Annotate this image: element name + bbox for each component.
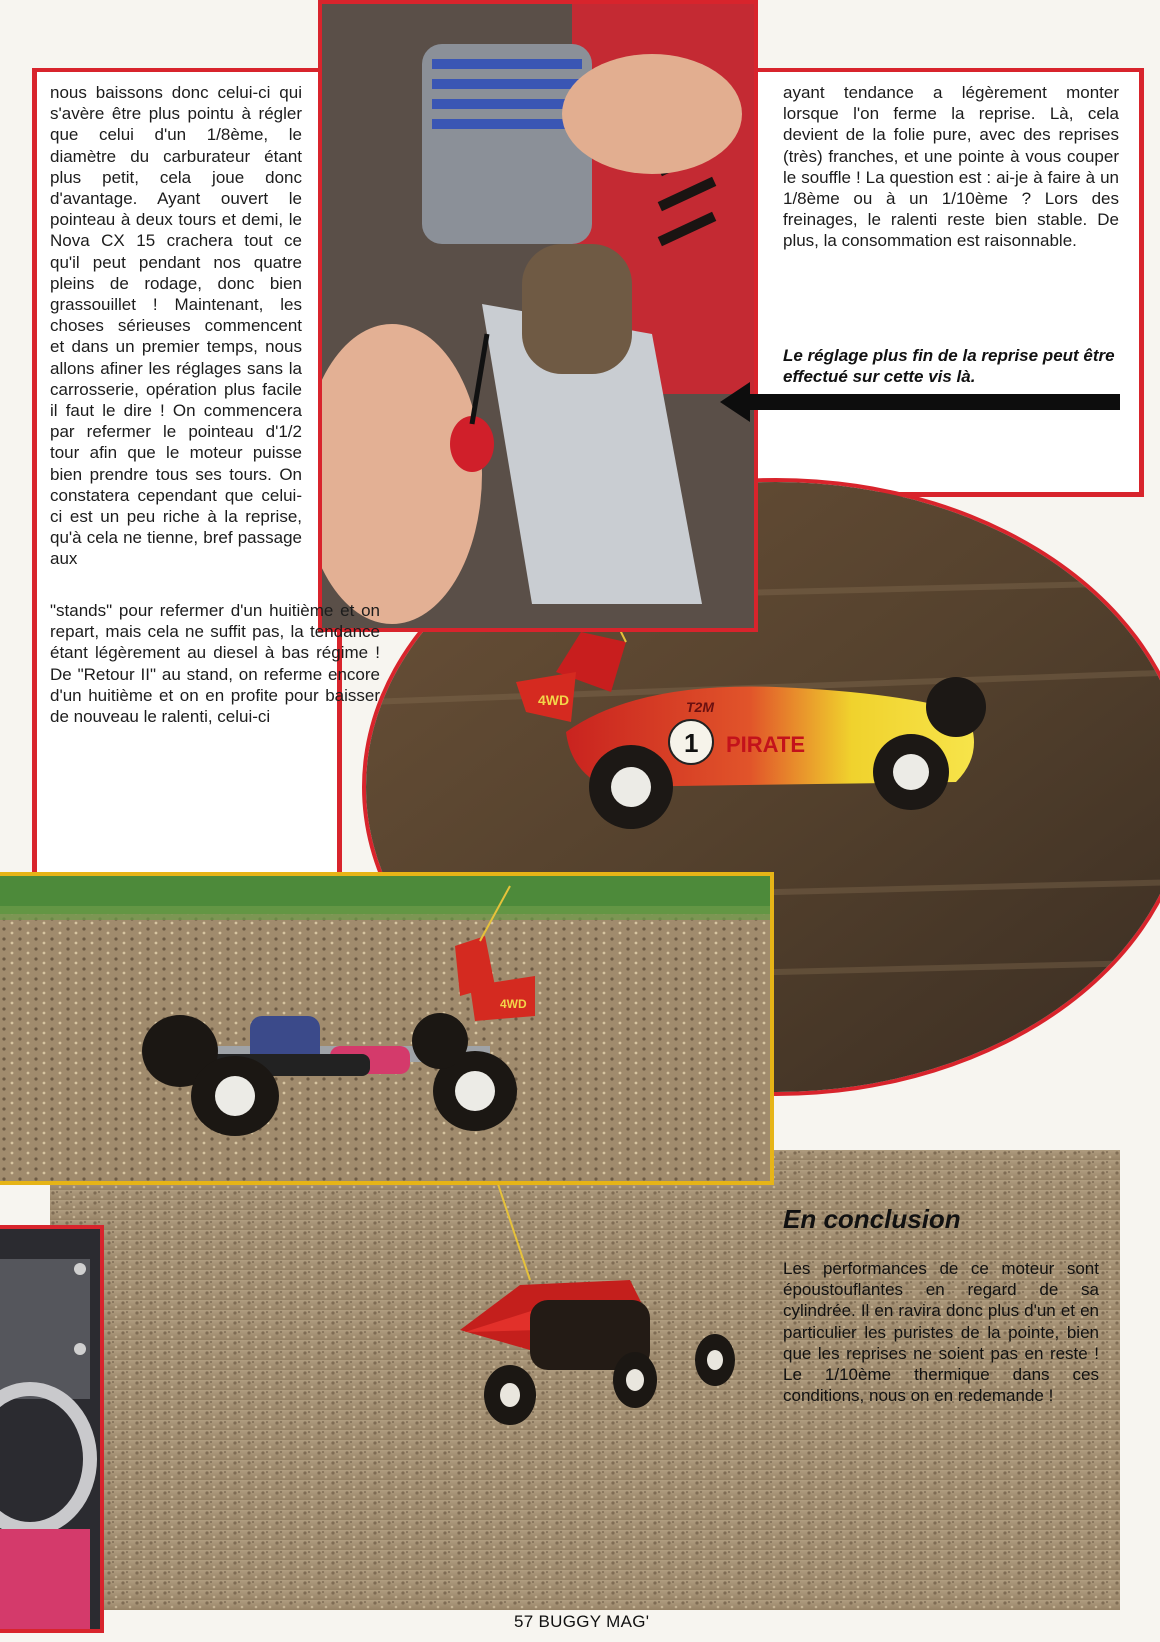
car-brand: T2M [686,699,714,715]
car-body-text: PIRATE [726,732,806,757]
photo-engine-adjustment [318,0,758,632]
article-column-right: ayant tendance a légèrement monter lorsque l'on ferme la reprise. Là, cela devient de la folie pure, avec des reprises (très) franches, et une pointe à vous couper le souffle ! La question est : ai-je à faire à un 1/8ème ou à un 1/10ème ? Lors des freinages, le ralenti reste bien stable. De plus, la consommation est raisonnable. [783,83,1119,251]
wing-label: 4WD [538,692,570,708]
conclusion-heading: En conclusion [783,1204,961,1234]
article-column-left: nous baissons donc celui-ci qui s'avère être plus pointu à régler que celui d'un 1/8ème, le diamètre du carburateur étant plus petit, cela joue donc d'avantage. Ayant ouvert le pointeau à deux tours et demi, le Nova CX 15 crachera tout ce qu'il peut pendant nos quatre pleins de rodage, donc bien grassouillet ! Maintenant, les choses sérieuses commencent et dans un premier temps, nous allons afiner les réglages sans la carrosserie, opération plus facile il faut le dire ! On commencera par refermer le pointeau d'1/2 tour afin que le moteur puisse bien prendre tous ses tours. On constatera cependant que celui-ci est un peu riche à la reprise, qu'à cela ne tienne, bref passage aux [50,83,302,569]
photo-engine-detail [0,1225,104,1633]
photo-buggy-chassis [0,872,774,1185]
page-folio: 57 BUGGY MAG' [514,1612,650,1631]
caption-arrow-icon [720,382,1130,422]
wing-label-2: 4WD [500,997,527,1011]
car-number: 1 [684,728,699,758]
conclusion-text: Les performances de ce moteur sont époustouflantes en regard de sa cylindrée. Il en ravira donc plus d'un et en particulier les puristes de la pointe, bien que les reprises ne soient pas en reste ! Le 1/10ème thermique dans ces conditions, nous on en redemande ! [783,1259,1099,1406]
article-column-left-continued: "stands" pour refermer d'un huitième et on repart, mais cela ne suffit pas, la tendance étant légèrement au diesel à bas régime ! De "Retour II" au stand, on referme encore d'un huitième et on en profite pour baisser de nouveau le ralenti, celui-ci [50,601,380,727]
photo-caption: Le réglage plus fin de la reprise peut être effectué sur cette vis là. [783,346,1115,386]
